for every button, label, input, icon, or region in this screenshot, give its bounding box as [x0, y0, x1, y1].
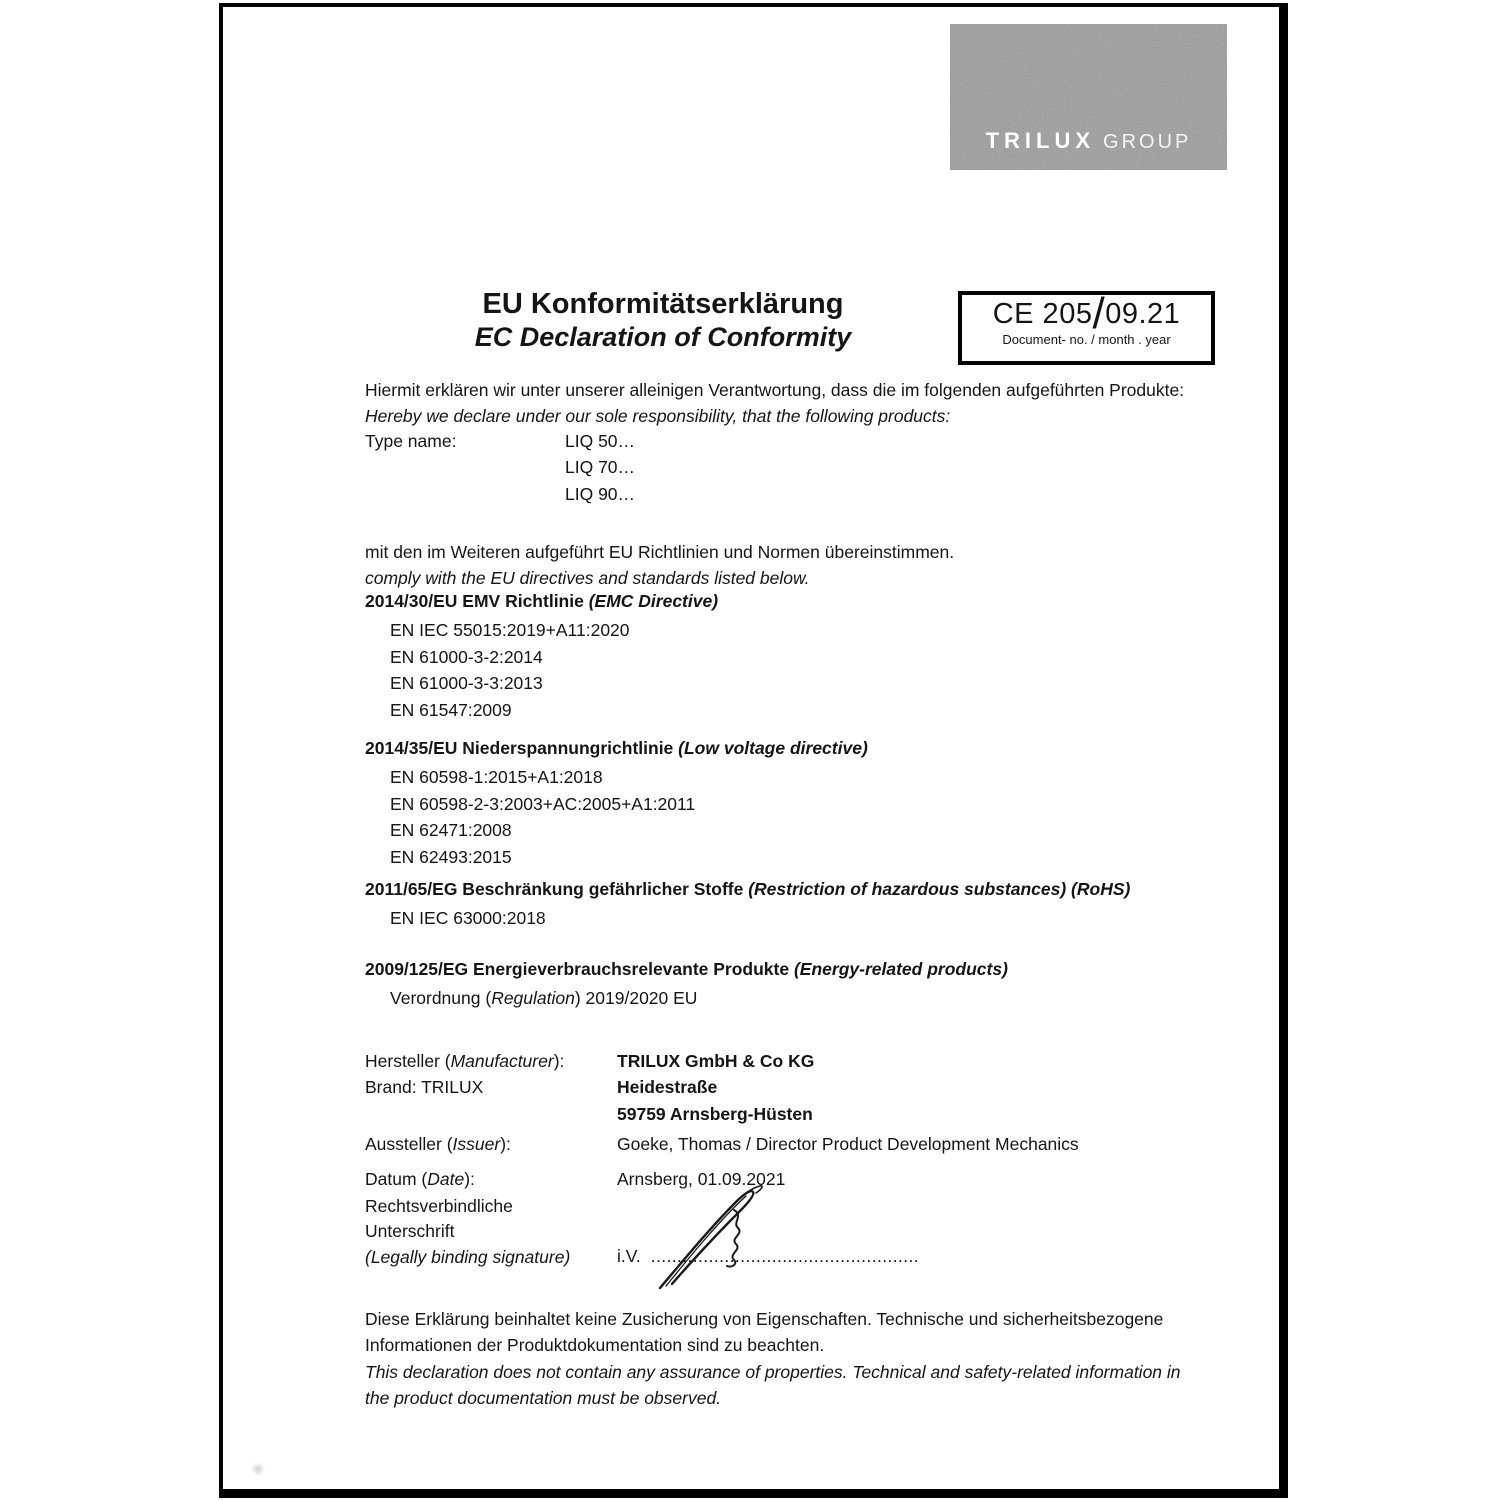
standards-list-emc: [390, 617, 630, 723]
directive-title-italic: (Energy-related products): [793, 959, 1008, 979]
type-name-value: LIQ 50…: [565, 431, 636, 451]
disclaimer-de-line2: Informationen der Produktdokumentation sind zu beachten.: [365, 1335, 825, 1356]
standard-item: EN 61000-3-3:2013: [390, 673, 543, 694]
directive-title-italic: (Low voltage directive): [678, 738, 868, 758]
page-title-en: EC Declaration of Conformity: [474, 322, 852, 352]
directive-heading-low-voltage: [365, 735, 868, 761]
comply-en: comply with the EU directives and standards listed below.: [365, 568, 810, 589]
directive-title-text: 2011/65/EG Beschränkung gefährlicher Stoffe: [365, 879, 749, 899]
date-label-text: Datum (: [365, 1169, 428, 1189]
directive-title-italic: (Restriction of hazardous substances) (RoHS): [748, 879, 1131, 899]
date-label: [365, 1166, 475, 1192]
type-name-label: Type name:: [365, 431, 457, 451]
document-number-caption: Document- no. / month . year: [1002, 332, 1171, 347]
issuer-label: [365, 1131, 511, 1157]
standard-item: EN 62471:2008: [390, 820, 512, 841]
intro-paragraph: [365, 377, 1184, 430]
directive-heading-erp: [365, 956, 1008, 982]
comply-paragraph: [365, 539, 954, 592]
disclaimer-de-line1: Diese Erklärung beinhaltet keine Zusicherung von Eigenschaften. Technische und sicherheitsbezogene: [365, 1309, 1164, 1329]
signature-labels: [365, 1194, 570, 1270]
logo-brand-text: TRILUX: [985, 128, 1096, 153]
regulation-italic: Regulation: [491, 988, 575, 1008]
manufacturer-label: [365, 1048, 564, 1074]
issuer-label-text: ):: [500, 1134, 511, 1154]
standard-item: EN 61000-3-2:2014: [390, 646, 543, 667]
comply-de: mit den im Weiteren aufgeführt EU Richtlinien und Normen übereinstimmen.: [365, 542, 955, 562]
date-value: Arnsberg, 01.09.2021: [617, 1169, 786, 1189]
standard-item: EN IEC 63000:2018: [390, 908, 546, 928]
signature-label-line1: Rechtsverbindliche: [365, 1196, 513, 1216]
directive-title-italic: (EMC Directive): [588, 591, 719, 611]
signature-label-line2: Unterschrift: [365, 1221, 455, 1242]
signature-scrawl: [648, 1180, 798, 1292]
disclaimer-en-line1: This declaration does not contain any assurance of properties. Technical and safety-related information in: [365, 1361, 1181, 1382]
directive-title-text: 2014/35/EU Niederspannungrichtlinie: [365, 738, 679, 758]
document-number-suffix: 09.21: [1105, 298, 1181, 330]
directive-heading-rohs: [365, 876, 1130, 902]
type-name-value: LIQ 70…: [565, 457, 636, 478]
signature-label-line3: (Legally binding signature): [365, 1246, 571, 1267]
iv-label: i.V.: [617, 1246, 641, 1266]
manufacturer-label-italic: Manufacturer: [450, 1051, 554, 1071]
directive-heading-emc: [365, 588, 718, 614]
date-label-text: ):: [464, 1169, 475, 1189]
manufacturer-city: 59759 Arnsberg-Hüsten: [617, 1103, 813, 1124]
manufacturer-brand: Brand: TRILUX: [365, 1077, 484, 1098]
document-title: [365, 287, 961, 354]
scan-artifact: [252, 1461, 264, 1477]
standard-item: EN 60598-2-3:2003+AC:2005+A1:2011: [390, 793, 696, 814]
regulation-text: Verordnung (: [390, 988, 492, 1008]
issuer-value: Goeke, Thomas / Director Product Development Mechanics: [617, 1134, 1079, 1154]
manufacturer-labels: [365, 1048, 564, 1101]
standards-list-rohs: [390, 905, 546, 932]
page-title-de: EU Konformitätserklärung: [482, 288, 844, 320]
logo-wordmark: [950, 128, 1227, 154]
manufacturer-address: [617, 1048, 814, 1127]
standard-item: EN 61547:2009: [390, 699, 512, 720]
document-number-prefix: CE 205: [992, 298, 1093, 330]
type-name-value: LIQ 90…: [565, 483, 636, 504]
regulation-line: [390, 985, 697, 1011]
logo-group-text: GROUP: [1103, 131, 1192, 153]
trilux-group-logo: [950, 24, 1227, 170]
document-number-box: [958, 291, 1215, 365]
document-number-slash: /: [1092, 289, 1106, 338]
date-label-italic: Date: [427, 1169, 465, 1189]
document-number: [962, 289, 1211, 338]
directive-title-text: 2014/30/EU EMV Richtlinie: [365, 591, 589, 611]
regulation-text: ) 2019/2020 EU: [574, 988, 698, 1008]
standards-list-low-voltage: [390, 764, 695, 870]
issuer-label-text: Aussteller (: [365, 1134, 453, 1154]
intro-en: Hereby we declare under our sole responsibility, that the following products:: [365, 406, 951, 427]
intro-de: Hiermit erklären wir unter unserer alleinigen Verantwortung, dass die im folgenden aufgeführten Produkte:: [365, 380, 1185, 400]
manufacturer-name: TRILUX GmbH & Co KG: [617, 1051, 815, 1071]
directive-title-text: 2009/125/EG Energieverbrauchsrelevante Produkte: [365, 959, 794, 979]
manufacturer-label-text: Hersteller (: [365, 1051, 451, 1071]
manufacturer-label-text: ):: [553, 1051, 565, 1071]
standard-item: EN 62493:2015: [390, 846, 512, 867]
manufacturer-street: Heidestraße: [617, 1077, 718, 1098]
standard-item: EN IEC 55015:2019+A11:2020: [390, 620, 630, 640]
type-name-values: [565, 428, 635, 507]
standard-item: EN 60598-1:2015+A1:2018: [390, 767, 603, 787]
disclaimer-en-line2: the product documentation must be observed.: [365, 1387, 722, 1408]
issuer-label-italic: Issuer: [452, 1134, 501, 1154]
signature-dots: ...................................................: [650, 1246, 920, 1266]
disclaimer: [365, 1306, 1181, 1411]
